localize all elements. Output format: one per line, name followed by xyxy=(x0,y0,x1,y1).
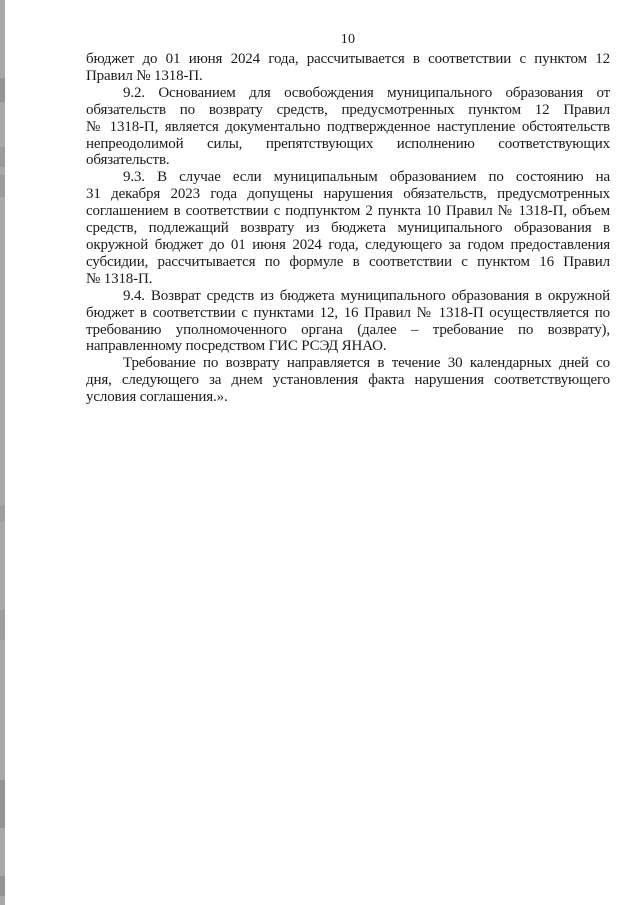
scan-smudge xyxy=(0,175,5,197)
clause-9-2 xyxy=(86,85,610,170)
text-line: № 1318-П, является документально подтвержденное наступление обстоятельств xyxy=(86,118,610,135)
text-line: Требование по возврату направляется в течение 30 календарных дней со xyxy=(123,355,610,372)
text-line: условия соглашения.». xyxy=(86,389,228,406)
scan-edge-artifact xyxy=(0,0,5,905)
text-line: средств, подлежащий возврату из бюджета муниципального образования в xyxy=(86,220,610,237)
document-body xyxy=(86,51,610,406)
text-line: направленному посредством ГИС РСЭД ЯНАО. xyxy=(86,338,387,355)
text-line: непреодолимой силы, препятствующих исполнению соответствующих xyxy=(86,135,610,152)
clause-9-4 xyxy=(86,288,610,356)
text-line: 9.3. В случае если муниципальным образованием по состоянию на xyxy=(123,169,610,186)
text-line: соглашением в соответствии с подпунктом 2 пункта 10 Правил № 1318-П, объем xyxy=(86,203,610,220)
text-line: требованию уполномоченного органа (далее – требование по возврату), xyxy=(86,321,610,338)
paragraph-continuation xyxy=(86,51,610,85)
clause-9-4-final xyxy=(86,355,610,406)
scan-smudge xyxy=(0,610,5,640)
scan-smudge xyxy=(0,505,5,521)
text-line: 9.2. Основанием для освобождения муниципального образования от xyxy=(123,84,610,101)
text-line: № 1318-П. xyxy=(86,270,153,287)
text-line: 31 декабря 2023 года допущены нарушения обязательств, предусмотренных xyxy=(86,186,610,203)
scan-smudge xyxy=(0,78,5,102)
scan-smudge xyxy=(0,780,5,828)
text-line: обязательств. xyxy=(86,152,170,169)
text-line: субсидии, рассчитывается по формуле в соответствии с пунктом 16 Правил xyxy=(86,253,610,270)
scan-smudge xyxy=(0,876,5,896)
text-line: бюджет до 01 июня 2024 года, рассчитывается в соответствии с пунктом 12 xyxy=(86,51,610,67)
clause-9-3 xyxy=(86,169,610,287)
scan-smudge xyxy=(0,147,5,167)
text-line: обязательств по возврату средств, предусмотренных пунктом 12 Правил xyxy=(86,101,610,118)
page-number: 10 xyxy=(340,32,356,47)
text-line: окружной бюджет до 01 июня 2024 года, следующего за годом предоставления xyxy=(86,236,610,253)
text-line: бюджет в соответствии с пунктами 12, 16 Правил № 1318-П осуществляется по xyxy=(86,304,610,321)
text-line: дня, следующего за днем установления факта нарушения соответствующего xyxy=(86,372,610,389)
text-line: 9.4. Возврат средств из бюджета муниципального образования в окружной xyxy=(123,287,610,304)
text-line: Правил № 1318-П. xyxy=(86,67,203,84)
